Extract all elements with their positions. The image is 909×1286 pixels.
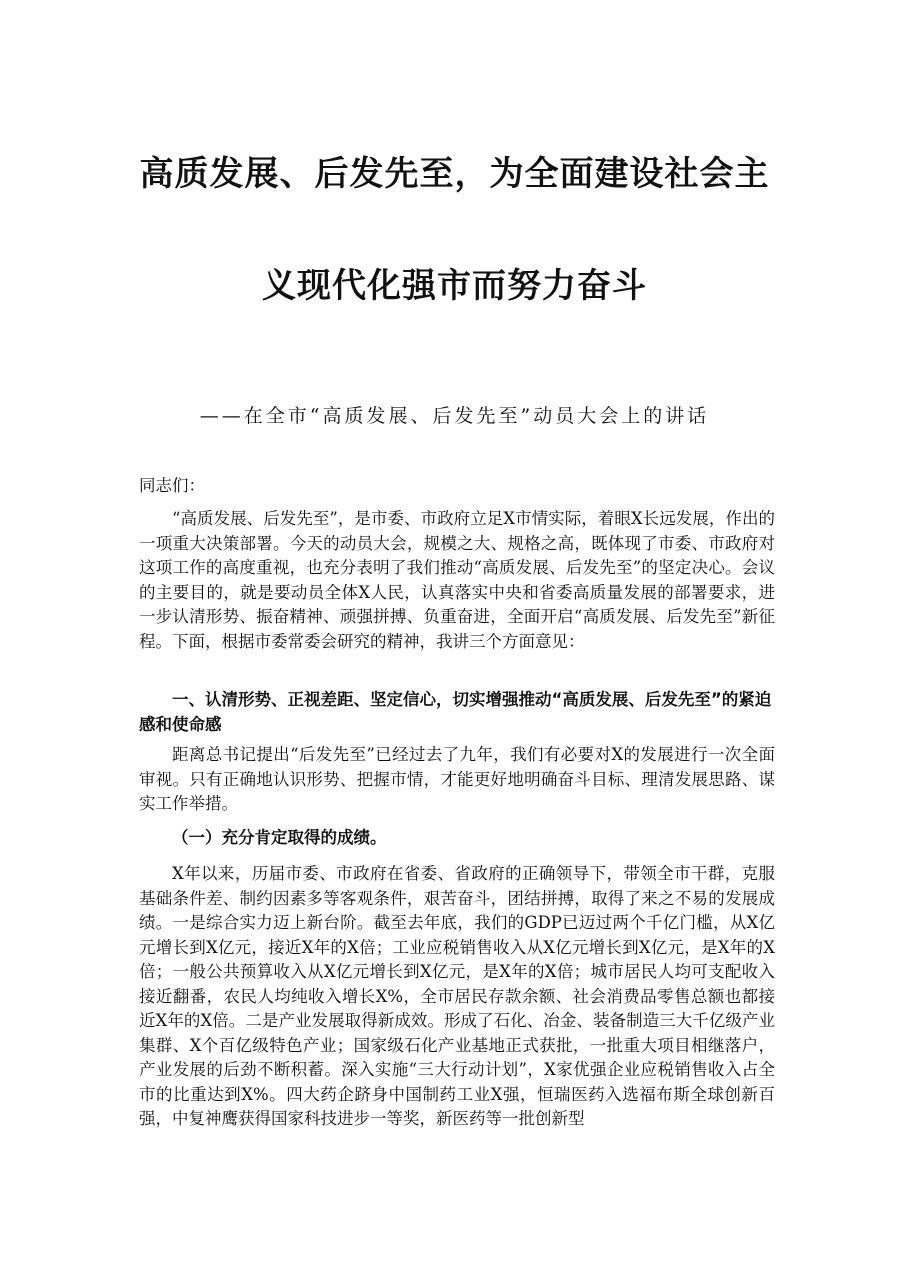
- paragraph-achievements: X年以来，历届市委、市政府在省委、省政府的正确领导下，带领全市干群，克服基础条件差、制约因素多等客观条件，艰苦奋斗，团结拼搏，取得了来之不易的发展成绩。一是综合实力迈上新台阶。截至去年底，我们的GDP已迈过两个千亿门槛，从X亿元增长到X亿元，接近X年的X倍；工业应税销售收入从X亿元增长到X亿元，是X年的X倍；一般公共预算收入从X亿元增长到X亿元，是X年的X倍；城市居民人均可支配收入接近翻番，农民人均纯收入增长X%，全市居民存款余额、社会消费品零售总额也都接近X年的X倍。二是产业发展取得新成效。形成了石化、冶金、装备制造三大千亿级产业集群、X个百亿级特色产业；国家级石化产业基地正式获批，一批重大项目相继落户，产业发展的后劲不断积蓄。深入实施“三大行动计划”，X家优强企业应税销售收入占全市的比重达到X%。四大药企跻身中国制药工业X强，恒瑞医药入选福布斯全球创新百强，中复神鹰获得国家科技进步一等奖，新医药等一批创新型: [139, 864, 775, 1128]
- salutation: 同志们：: [139, 476, 205, 495]
- paragraph-intro: “高质发展、后发先至”，是市委、市政府立足X市情实际，着眼X长远发展，作出的一项重大决策部署。今天的动员大会，规模之大、规格之高，既体现了市委、市政府对这项工作的高度重视，也充分表明了我们推动“高质发展、后发先至”的坚定决心。会议的主要目的，就是要动员全体X人民，认真落实中央和省委高质量发展的部署要求，进一步认清形势、振奋精神、顽强拼搏、负重奋进，全面开启“高质发展、后发先至”新征程。下面，根据市委常委会研究的精神，我讲三个方面意见：: [139, 509, 775, 651]
- document-title-line-1: 高质发展、后发先至，为全面建设社会主: [139, 154, 770, 194]
- subsection-heading-1: （一）充分肯定取得的成绩。: [172, 828, 387, 847]
- paragraph-section-1: 距离总书记提出“后发先至”已经过去了九年，我们有必要对X的发展进行一次全面审视。只有正确地认识形势、把握市情，才能更好地明确奋斗目标、理清发展思路、谋实工作举措。: [139, 745, 775, 813]
- document-subtitle: ——在全市“高质发展、后发先至”动员大会上的讲话: [199, 405, 710, 427]
- document-title-line-2: 义现代化强市而努力奋斗: [262, 266, 647, 306]
- section-heading-1: 一、认清形势、正视差距、坚定信心，切实增强推动“高质发展、后发先至”的紧迫感和使命感: [139, 690, 772, 734]
